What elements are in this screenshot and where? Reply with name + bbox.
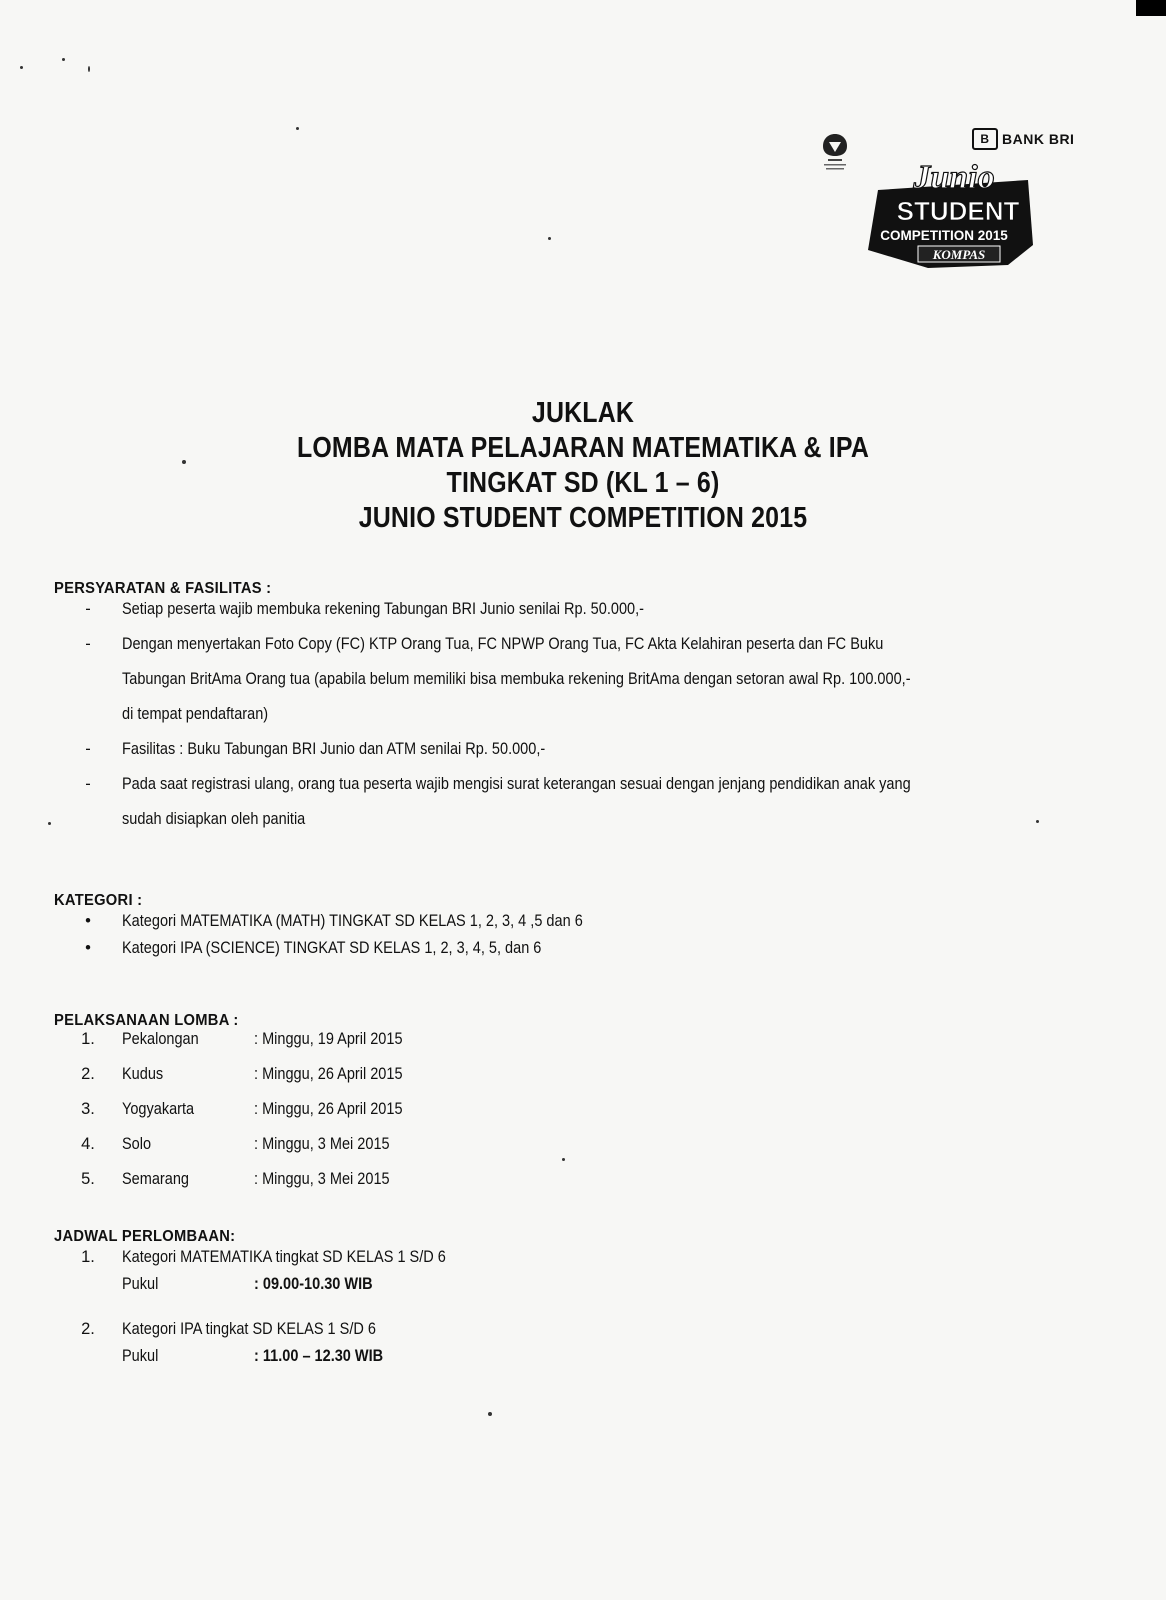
timetable-heading: JADWAL PERLOMBAAN:	[54, 1228, 236, 1245]
list-item	[54, 600, 1018, 619]
list-item	[54, 635, 1018, 654]
logo-text-competition: COMPETITION 2015	[880, 228, 1008, 243]
schedule-row	[54, 1135, 441, 1154]
bullet-icon: •	[85, 912, 91, 930]
requirements-heading: PERSYARATAN & FASILITAS :	[54, 580, 272, 597]
list-item	[54, 740, 1018, 759]
title-line-2: LOMBA MATA PELAJARAN MATEMATIKA & IPA	[296, 432, 870, 464]
requirement-text: Pada saat registrasi ulang, orang tua peserta wajib mengisi surat keterangan sesuai dengan jenjang pendidikan anak yang	[122, 775, 911, 793]
category-text: Kategori IPA (SCIENCE) TINGKAT SD KELAS 1, 2, 3, 4, 5, dan 6	[122, 939, 542, 957]
list-item-continuation	[54, 670, 1018, 689]
list-item	[54, 939, 646, 958]
scan-speck	[62, 58, 65, 61]
requirement-text: Tabungan BritAma Orang tua (apabila belum memiliki bisa membuka rekening BritAma dengan setoran awal Rp. 100.000,-	[122, 670, 911, 688]
scan-speck	[548, 237, 551, 240]
timetable-category: Kategori MATEMATIKA tingkat SD KELAS 1 S/D 6	[122, 1248, 446, 1266]
junio-competition-logo	[858, 150, 1038, 275]
schedule-date: : Minggu, 26 April 2015	[254, 1065, 403, 1083]
row-number: 1.	[81, 1248, 95, 1266]
category-text: Kategori MATEMATIKA (MATH) TINGKAT SD KELAS 1, 2, 3, 4 ,5 dan 6	[122, 912, 583, 930]
row-number: 4.	[81, 1135, 95, 1153]
document-title	[0, 396, 1166, 536]
scan-speck	[562, 1158, 565, 1161]
timetable-item	[54, 1248, 490, 1267]
dash-bullet: -	[85, 635, 91, 653]
categories-section	[54, 892, 646, 958]
schedule-date: : Minggu, 19 April 2015	[254, 1030, 403, 1048]
schedule-row	[54, 1065, 441, 1084]
list-item	[54, 775, 1018, 794]
row-number: 1.	[81, 1030, 95, 1048]
scan-speck	[20, 66, 23, 69]
logo-text-junio: Junio	[913, 159, 995, 196]
requirement-text: sudah disiapkan oleh panitia	[122, 810, 306, 828]
schedule-place: Kudus	[122, 1065, 164, 1083]
list-item-continuation	[54, 810, 1018, 829]
schedule-row	[54, 1030, 441, 1049]
requirement-text: di tempat pendaftaran)	[122, 705, 269, 723]
scan-speck	[88, 66, 90, 72]
list-item	[54, 912, 646, 931]
timetable-section	[54, 1228, 490, 1366]
requirements-section	[54, 580, 1018, 829]
government-emblem-icon	[820, 132, 850, 172]
time-value: : 09.00-10.30 WIB	[254, 1275, 373, 1293]
bullet-icon: •	[85, 939, 91, 957]
timetable-time-row	[54, 1275, 490, 1294]
timetable-time-row	[54, 1347, 490, 1366]
requirement-text: Fasilitas : Buku Tabungan BRI Junio dan ATM senilai Rp. 50.000,-	[122, 740, 546, 758]
logo-text-student: STUDENT	[896, 196, 1020, 226]
scan-speck	[488, 1412, 492, 1416]
bank-bri-logo	[972, 128, 1074, 150]
row-number: 2.	[81, 1320, 95, 1338]
dash-bullet: -	[85, 775, 91, 793]
dash-bullet: -	[85, 740, 91, 758]
time-value: : 11.00 – 12.30 WIB	[254, 1347, 384, 1365]
schedule-row	[54, 1170, 441, 1189]
schedule-section	[54, 1012, 441, 1189]
dash-bullet: -	[85, 600, 91, 618]
schedule-date: : Minggu, 3 Mei 2015	[254, 1170, 390, 1188]
scan-speck	[296, 127, 299, 130]
title-line-4: JUNIO STUDENT COMPETITION 2015	[358, 502, 808, 534]
timetable-category: Kategori IPA tingkat SD KELAS 1 S/D 6	[122, 1320, 376, 1338]
scan-speck	[1036, 820, 1039, 823]
row-number: 5.	[81, 1170, 95, 1188]
categories-heading: KATEGORI :	[54, 892, 143, 909]
row-number: 3.	[81, 1100, 95, 1118]
scan-artifact	[1136, 0, 1166, 16]
schedule-row	[54, 1100, 441, 1119]
schedule-date: : Minggu, 26 April 2015	[254, 1100, 403, 1118]
requirement-text: Dengan menyertakan Foto Copy (FC) KTP Orang Tua, FC NPWP Orang Tua, FC Akta Kelahiran peserta dan FC Buku	[122, 635, 884, 653]
list-item-continuation	[54, 705, 1018, 724]
bank-label: BANK BRI	[1002, 131, 1075, 147]
time-label: Pukul	[122, 1347, 159, 1365]
schedule-date: : Minggu, 3 Mei 2015	[254, 1135, 390, 1153]
bri-logo-icon: B	[972, 128, 998, 150]
schedule-heading: PELAKSANAAN LOMBA :	[54, 1012, 239, 1029]
requirement-text: Setiap peserta wajib membuka rekening Tabungan BRI Junio senilai Rp. 50.000,-	[122, 600, 644, 618]
time-label: Pukul	[122, 1275, 159, 1293]
row-number: 2.	[81, 1065, 95, 1083]
title-line-1: JUKLAK	[531, 397, 635, 429]
schedule-place: Semarang	[122, 1170, 190, 1188]
scan-speck	[48, 822, 51, 825]
schedule-place: Yogyakarta	[122, 1100, 195, 1118]
title-line-3: TINGKAT SD (KL 1 – 6)	[446, 467, 720, 499]
timetable-item	[54, 1320, 490, 1339]
schedule-place: Solo	[122, 1135, 152, 1153]
schedule-place: Pekalongan	[122, 1030, 199, 1048]
logo-text-kompas: KOMPAS	[932, 247, 986, 262]
